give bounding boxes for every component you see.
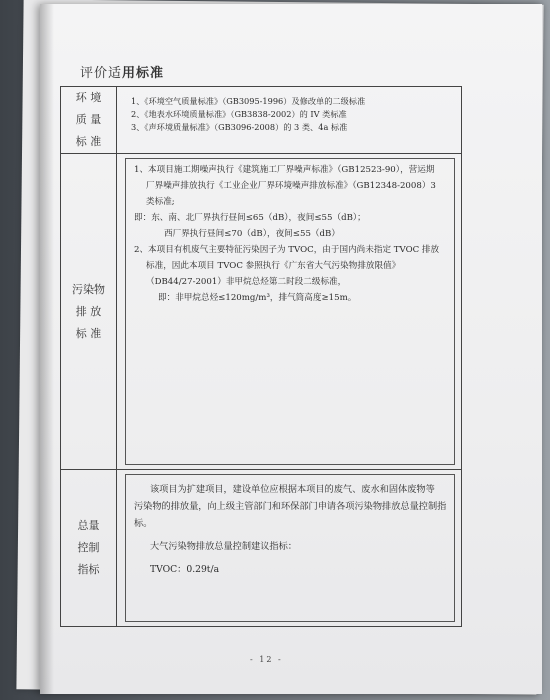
content-env-quality [117, 87, 462, 154]
label-line: 总量 [77, 519, 100, 532]
label-line: 环 境 [75, 91, 102, 104]
text-line: 该项目为扩建项目，建设单位应根据本项目的废气、废水和固体废物等 [150, 484, 435, 495]
section-title-prefix: 评价适 [80, 66, 123, 81]
text-line: TVOC：0.29t/a [150, 564, 220, 575]
label-line: 排 放 [75, 304, 102, 318]
content-total-control [117, 470, 462, 627]
label-line: 污染物 [72, 282, 105, 296]
text-line: 1、《环境空气质量标准》（GB3095-1996）及修改单的二级标准 [131, 96, 366, 106]
text-line: 标准，因此本项目 TVOC 参照执行《广东省大气污染物排放限值》 [146, 261, 401, 271]
label-line: 控制 [77, 541, 100, 554]
text-line: 2、本项目有机废气主要特征污染因子为 TVOC，由于国内尚未指定 TVOC 排放 [134, 245, 440, 255]
label-line: 标 准 [75, 326, 102, 340]
label-line: 标 准 [75, 135, 102, 148]
text-line: 标。 [134, 518, 153, 529]
text-line: 大气污染物排放总量控制建议指标： [150, 541, 297, 552]
text-line: 西厂界执行昼间≤70（dB），夜间≤55（dB） [164, 229, 340, 239]
text-line: （DB44/27-2001）非甲烷总烃第二时段二级标准， [146, 277, 347, 287]
content-pollutant [117, 154, 462, 470]
row-env-quality [61, 87, 462, 154]
label-line: 指标 [77, 563, 100, 576]
text-line: 1、本项目施工期噪声执行《建筑施工厂界噪声标准》（GB12523-90），营运期 [134, 165, 435, 175]
page-binding-shadow [40, 4, 54, 694]
label-env-quality [61, 87, 117, 154]
page-number: - 12 - [250, 655, 283, 664]
label-line: 质 量 [75, 113, 102, 126]
row-total-control [61, 470, 462, 627]
row-pollutant [61, 154, 462, 470]
standards-table [60, 86, 462, 627]
text-line: 3、《声环境质量标准》（GB3096-2008）的 3 类、4a 标准 [131, 122, 348, 132]
text-line: 即：东、南、北厂界执行昼间≤65（dB），夜间≤55（dB）； [134, 213, 366, 223]
label-total-control [61, 470, 117, 627]
text-line: 2、《地表水环境质量标准》（GB3838-2002）的 IV 类标准 [131, 109, 347, 119]
label-pollutant [61, 154, 117, 470]
text-line: 即：非甲烷总烃≤120mg/m³，排气筒高度≥15m。 [158, 293, 357, 303]
text-line: 污染物的排放量，向上级主管部门和环保部门申请各项污染物排放总量控制指 [134, 501, 447, 512]
text-line: 类标准; [146, 197, 175, 207]
pollutant-inner-box [125, 158, 455, 465]
total-control-inner-box [125, 474, 455, 622]
text-line: 厂界噪声排放执行《工业企业厂界环境噪声排放标准》（GB12348-2008）3 [146, 181, 436, 191]
section-title [80, 62, 164, 81]
section-title-bold: 用标准 [122, 66, 165, 81]
